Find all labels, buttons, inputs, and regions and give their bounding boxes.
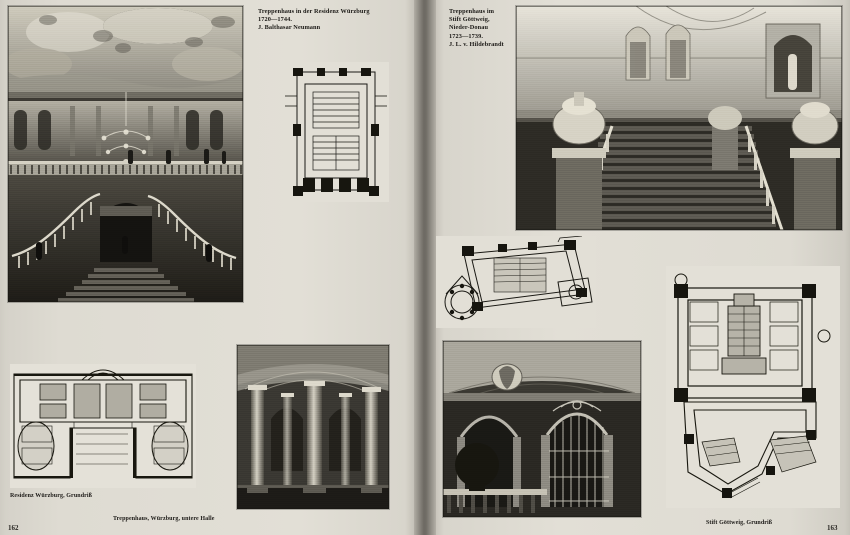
photo-grain [8,6,243,302]
caption-line: J. L. v. Hildebrandt [449,40,504,48]
photo-goettweig-staircase [516,6,842,230]
photo-grain [237,345,389,509]
photo-grain [516,6,842,230]
caption-line: Treppenhaus im [449,8,495,15]
caption-line: 1723—1739. [449,32,484,40]
caption-line: Treppenhaus, Würzburg, untere Halle [113,516,215,522]
photo-wurzburg-staircase [8,6,243,302]
caption-goettweig-groundplan [706,520,772,528]
folio-left: 162 [8,524,19,532]
photo-goettweig-vestibule [443,341,641,517]
photo-wurzburg-lower-hall [237,345,389,509]
caption-wurzburg-groundplan [10,493,92,501]
plan-wurzburg-residence-groundplan [10,364,196,488]
photo-grain [443,341,641,517]
plan-wurzburg-staircase-section [283,62,389,202]
caption-line: Stift Göttweig, Grundriß [706,520,773,526]
caption-wurzburg-stair [258,8,370,33]
caption-line: Nieder-Donau [449,24,489,32]
plan-goettweig-groundplan [666,266,840,508]
caption-line: 1720—1744. [258,16,293,24]
caption-line: Treppenhaus in der Residenz Würzburg [258,8,370,15]
plan-goettweig-staircase-detail [436,236,596,328]
caption-line: Residenz Würzburg, Grundriß [10,493,93,499]
caption-wurzburg-lower-hall [113,516,215,524]
caption-line: Stift Göttweig, [449,16,490,24]
caption-goettweig-stair [449,8,504,49]
folio-right: 163 [827,524,838,532]
caption-line: J. Balthasar Neumann [258,24,321,32]
book-gutter [414,0,436,535]
